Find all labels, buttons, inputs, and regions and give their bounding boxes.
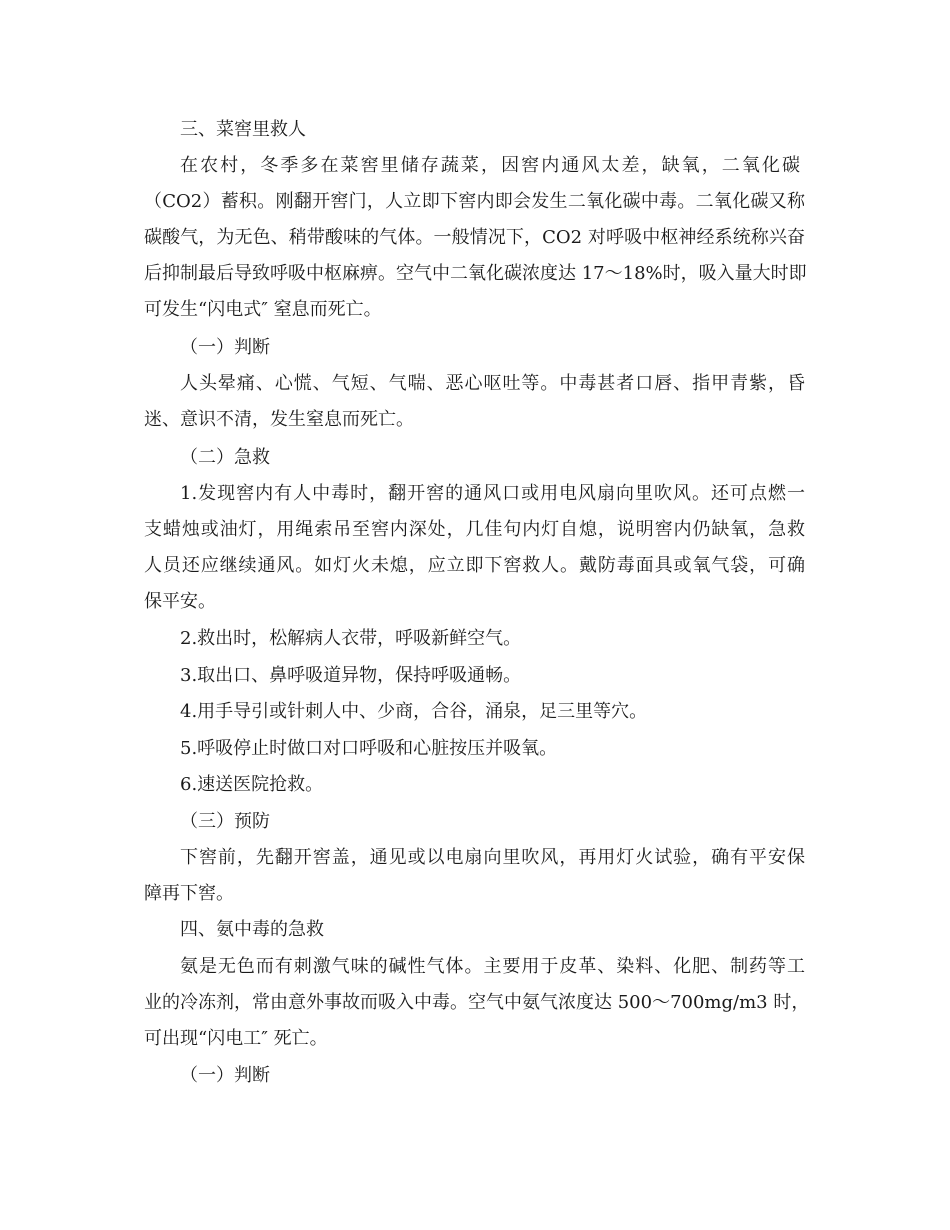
paragraph-line: 1.发现窖内有人中毒时，翻开窖的通风口或用电风扇向里吹风。还可点燃一	[180, 483, 805, 504]
paragraph-line: 氨是无色而有刺激气味的碱性气体。主要用于皮革、染料、化肥、制药等工	[180, 956, 805, 977]
paragraph-line: 迷、意识不清，发生窒息而死亡。	[144, 409, 414, 430]
paragraph-line: 在农村，冬季多在菜窖里储存蔬菜，因窖内通风太差，缺氧，二氧化碳	[180, 155, 800, 176]
paragraph-line: 人头晕痛、心慌、气短、气喘、恶心呕吐等。中毒甚者口唇、指甲青紫，昏	[180, 373, 805, 394]
paragraph-line: 碳酸气，为无色、稍带酸味的气体。一般情况下，CO2 对呼吸中枢神经系统称兴奋	[144, 227, 805, 248]
section-heading: 三、菜窖里救人	[180, 119, 306, 140]
paragraph-line: 可出现“闪电工″ 死亡。	[144, 1028, 328, 1049]
subsection-heading: （二）急救	[180, 447, 270, 468]
list-item: 6.速送医院抢救。	[180, 774, 324, 795]
list-item: 2.救出时，松解病人衣带，呼吸新鲜空气。	[180, 628, 522, 649]
list-item: 4.用手导引或针刺人中、少商，合谷，涌泉，足三里等穴。	[180, 701, 648, 722]
list-item: 5.呼吸停止时做口对口呼吸和心脏按压并吸氧。	[180, 738, 558, 759]
paragraph-line: 支蜡烛或油灯，用绳索吊至窖内深处，几佳句内灯自熄，说明窖内仍缺氧，急救	[144, 519, 805, 540]
paragraph-line: 业的冷冻剂，常由意外事故而吸入中毒。空气中氨气浓度达 500～700mg/m3 时，	[144, 992, 810, 1013]
paragraph-line: 后抑制最后导致呼吸中枢麻痹。空气中二氧化碳浓度达 17～18%时，吸入量大时即	[144, 263, 807, 284]
paragraph-line: 人员还应继续通风。如灯火未熄，应立即下窖救人。戴防毒面具或氧气袋，可确	[144, 555, 805, 576]
paragraph-line: 保平安。	[144, 591, 216, 612]
subsection-heading: （一）判断	[180, 1065, 270, 1086]
paragraph-line: 障再下窖。	[144, 883, 234, 904]
subsection-heading: （三）预防	[180, 811, 270, 832]
paragraph-line: 可发生“闪电式″ 窒息而死亡。	[144, 299, 382, 320]
subsection-heading: （一）判断	[180, 337, 270, 358]
list-item: 3.取出口、鼻呼吸道异物，保持呼吸通畅。	[180, 665, 522, 686]
section-heading: 四、氨中毒的急救	[180, 919, 324, 940]
paragraph-line: 下窖前，先翻开窖盖，通见或以电扇向里吹风，再用灯火试验，确有平安保	[180, 847, 805, 868]
paragraph-line: （CO2）蓄积。刚翻开窖门，人立即下窖内即会发生二氧化碳中毒。二氧化碳又称	[144, 191, 805, 212]
